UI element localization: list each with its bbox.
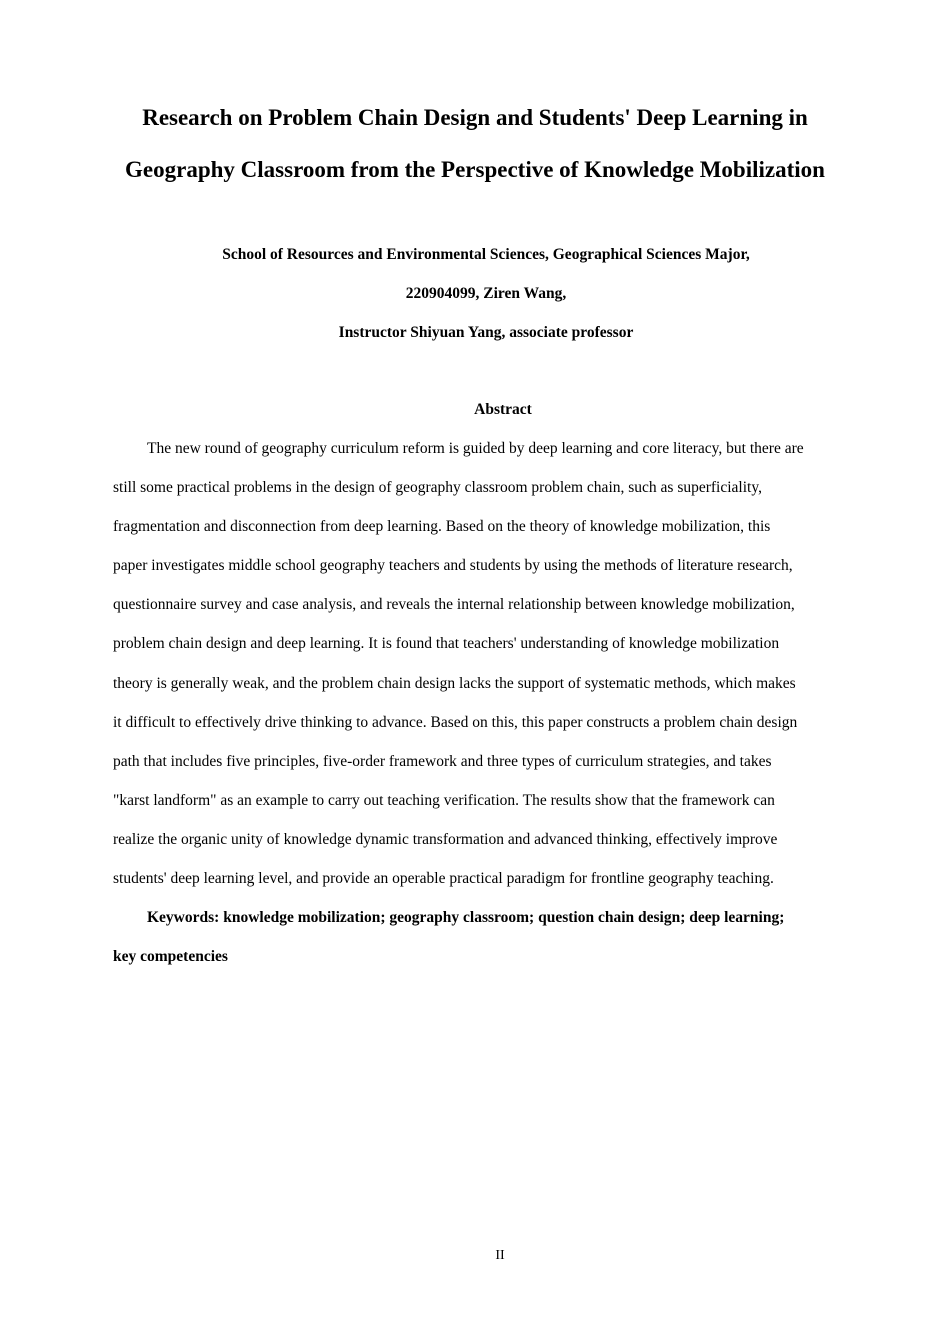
abstract-line: theory is generally weak, and the problem chain design lacks the support of systematic methods, which makes bbox=[113, 674, 796, 692]
abstract-line: fragmentation and disconnection from deep learning. Based on the theory of knowledge mobilization, this bbox=[113, 518, 771, 536]
abstract-line: it difficult to effectively drive thinking to advance. Based on this, this paper constructs a problem chain design bbox=[113, 713, 798, 731]
abstract-text bbox=[113, 429, 873, 898]
keywords bbox=[113, 898, 873, 976]
abstract-line: questionnaire survey and case analysis, and reveals the internal relationship between knowledge mobilization, bbox=[113, 596, 795, 614]
page-number: II bbox=[495, 1248, 505, 1263]
abstract-line: "karst landform" as an example to carry out teaching verification. The results show that the framework can bbox=[113, 791, 775, 809]
title-line: Research on Problem Chain Design and Students' Deep Learning in bbox=[142, 105, 808, 130]
abstract-line: realize the organic unity of knowledge dynamic transformation and advanced thinking, effectively improve bbox=[113, 830, 778, 848]
author-id-name-line: 220904099, Ziren Wang, bbox=[405, 285, 567, 302]
abstract-heading: Abstract bbox=[474, 401, 532, 418]
abstract-line: still some practical problems in the design of geography classroom problem chain, such as superficiality, bbox=[113, 479, 762, 497]
title-line: Geography Classroom from the Perspective of Knowledge Mobilization bbox=[125, 157, 825, 182]
paper-title bbox=[60, 92, 890, 196]
abstract-line: problem chain design and deep learning. It is found that teachers' understanding of knowledge mobilization bbox=[113, 635, 780, 653]
abstract-line: paper investigates middle school geography teachers and students by using the methods of literature research, bbox=[113, 557, 793, 575]
author-info bbox=[60, 235, 912, 352]
instructor-line: Instructor Shiyuan Yang, associate professor bbox=[338, 324, 634, 341]
abstract-line: The new round of geography curriculum reform is guided by deep learning and core literacy, but there are bbox=[147, 440, 804, 457]
keywords-line: key competencies bbox=[113, 948, 228, 966]
abstract-line: path that includes five principles, five-order framework and three types of curriculum strategies, and takes bbox=[113, 752, 772, 770]
author-school-line: School of Resources and Environmental Sciences, Geographical Sciences Major, bbox=[222, 246, 750, 263]
keywords-line: Keywords: knowledge mobilization; geography classroom; question chain design; deep learning; bbox=[147, 909, 785, 926]
abstract-line: students' deep learning level, and provide an operable practical paradigm for frontline geography teaching. bbox=[113, 870, 774, 888]
